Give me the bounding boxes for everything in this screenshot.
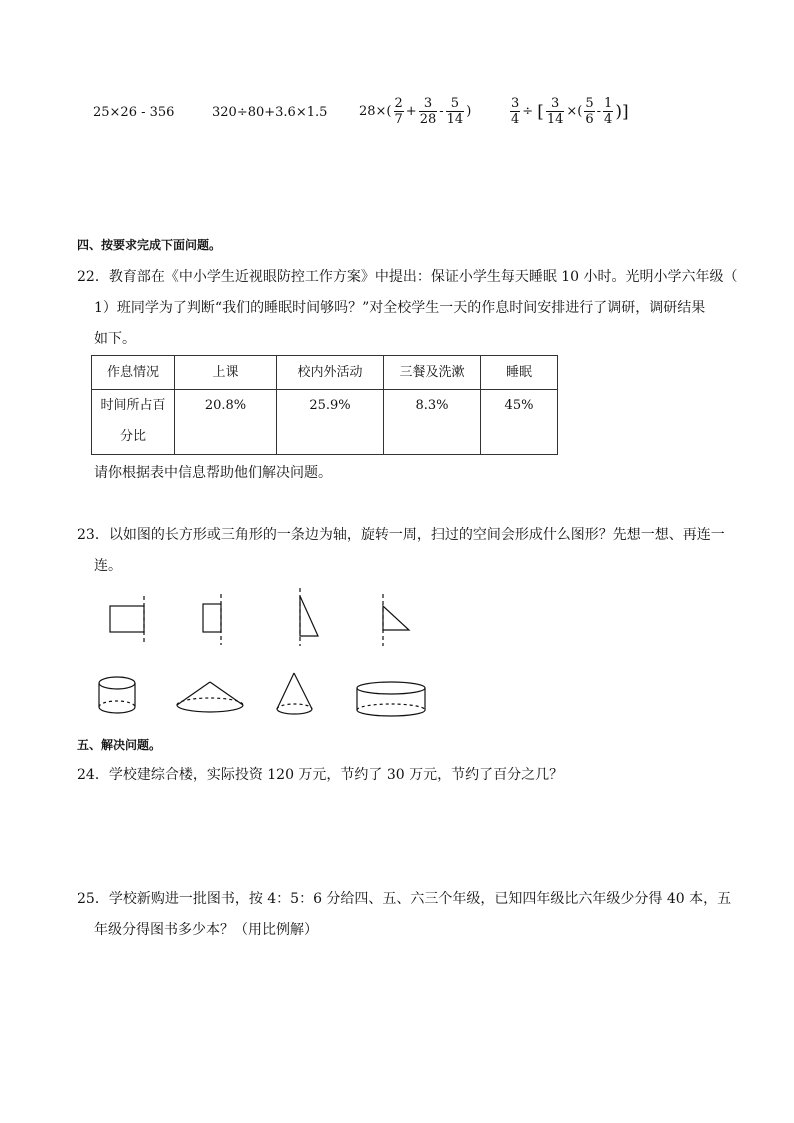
- q22-line-2: 1）班同学为了判断“我们的睡眠时间够吗？”对全校学生一天的作息时间安排进行了调研，调研结果: [94, 300, 706, 316]
- fraction: $\frac{5}{6}$: [585, 96, 594, 127]
- triangle-shape: [383, 594, 409, 646]
- expression-4: $\frac{3}{4}$ ÷ [ $\frac{3}{14}$ ×( $\frac{5}{6}$ - $\frac{1}{4}$ )]: [511, 96, 629, 127]
- table-cell: 20.8%: [175, 390, 277, 455]
- triangle-shape: [300, 588, 318, 646]
- table-header-cell: 睡眠: [481, 356, 558, 390]
- q25-line-2: 年级分得图书多少本？（用比例解）: [94, 922, 318, 938]
- table-header-cell: 三餐及洗漱: [384, 356, 481, 390]
- cone-shape: [277, 673, 312, 714]
- rectangle-shape: [203, 594, 221, 645]
- q23-line-2: 连。: [94, 558, 122, 574]
- section-4-heading: 四、按要求完成下面问题。: [77, 238, 222, 252]
- fraction: $\frac{3}{14}$: [546, 96, 564, 127]
- q22-line-1: 22．教育部在《中小学生近视眼防控工作方案》中提出：保证小学生每天睡眠 10 小时。光明小学六年级（: [77, 269, 738, 285]
- table-row-label: 时间所占百 分比: [92, 390, 175, 455]
- expression-3: 28×( $\frac{2}{7}$ + $\frac{3}{28}$ - $\frac{5}{14}$ ): [359, 96, 472, 127]
- expression-3-lead: 28×(: [359, 104, 392, 119]
- q22-line-3: 如下。: [94, 331, 136, 347]
- table-cell: 25.9%: [277, 390, 384, 455]
- q22-note: 请你根据表中信息帮助他们解决问题。: [94, 465, 332, 481]
- cylinder-shape: [357, 682, 425, 716]
- table-cell: 8.3%: [384, 390, 481, 455]
- fraction: $\frac{3}{4}$: [511, 96, 520, 127]
- fraction: $\frac{2}{7}$: [394, 96, 403, 127]
- q25-line-1: 25．学校新购进一批图书，按 4：5：6 分给四、五、六三个年级，已知四年级比六年级少分得 40 本，五: [77, 891, 732, 907]
- cylinder-shape: [99, 677, 135, 713]
- q23-line-1: 23．以如图的长方形或三角形的一条边为轴，旋转一周，扫过的空间会形成什么图形？先想一想、再连一: [77, 527, 725, 543]
- section-5-heading: 五、解决问题。: [77, 738, 162, 752]
- rectangle-shape: [110, 596, 144, 645]
- table-header-cell: 校内外活动: [277, 356, 384, 390]
- fraction: $\frac{5}{14}$: [446, 96, 464, 127]
- table-header-cell: 上课: [175, 356, 277, 390]
- expression-2: 320÷80+3.6×1.5: [212, 105, 328, 120]
- fraction: $\frac{3}{28}$: [419, 96, 437, 127]
- cone-shape: [177, 682, 243, 712]
- fraction: $\frac{1}{4}$: [604, 96, 613, 127]
- q24-text: 24．学校建综合楼，实际投资 120 万元，节约了 30 万元，节约了百分之几？: [77, 767, 564, 783]
- table-cell: 45%: [481, 390, 558, 455]
- expression-1: 25×26 - 356: [93, 105, 175, 120]
- table-header-cell: 作息情况: [92, 356, 175, 390]
